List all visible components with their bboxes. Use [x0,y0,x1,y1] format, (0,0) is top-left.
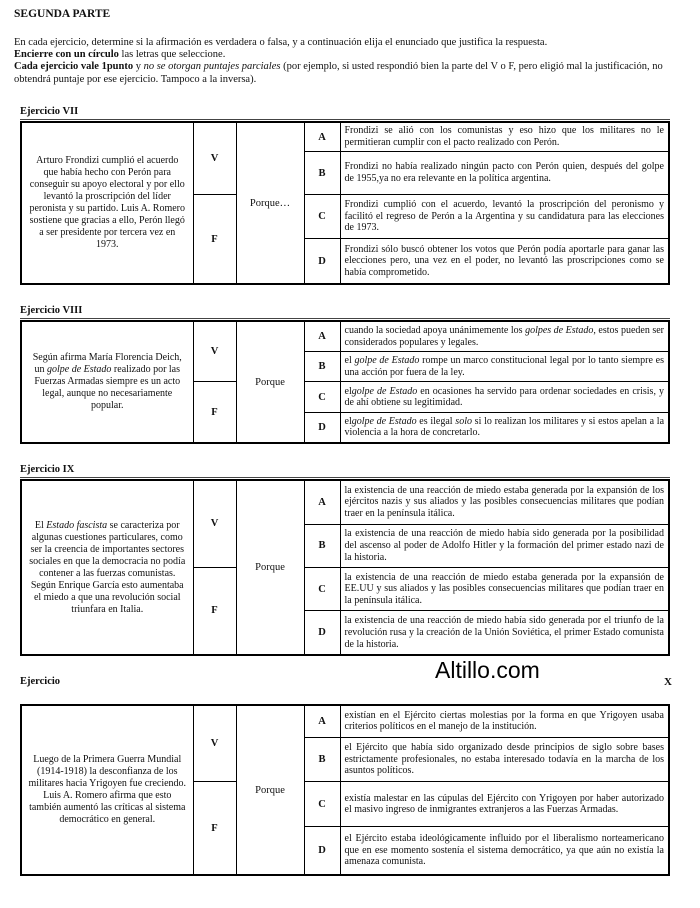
exercise-10-true-option[interactable]: V [193,705,236,782]
exercise-9-option-d: la existencia de una reacción de miedo había sido generada por el triunfo de la revolución rusa y la creación de la Unión Soviética, el primer Estado comunista de la historia. [340,611,669,655]
exercise-8-statement: Según afirma María Florencia Deich, un golpe de Estado realizado por las Fuerzas Armadas siempre es un acto legal, aunque no necesariamente popular. [21,321,193,443]
instructions-line-1: En cada ejercicio, determine si la afirmación es verdadera o falsa, y a continuación elija el enunciado que justifica la respuesta. [14,37,548,48]
exercise-7-option-a: Frondizi se alió con los comunistas y eso hizo que los militares no le permitieran cumplir con el pacto realizado con Perón. [340,122,669,152]
exercise-8-letter-d[interactable]: D [304,412,340,443]
exercise-9-option-c: la existencia de una reacción de miedo estaba generada por la expansión de EE.UU y sus aliados y las posibles consecuencias militares que podían traer en la península itálica. [340,567,669,610]
exercise-10-porque: Porque [236,705,304,875]
exercise-8-option-d: elgolpe de Estado es ilegal solo si lo realizan los militares y si estos apelan a la violencia a la hora de concretarlo. [340,412,669,443]
exercise-9-statement: El Estado fascista se caracteriza por algunas cuestiones particulares, como ser la creencia de importantes sectores sociales en que la democracia no podía contener a las fuerzas comunistas. Según Enrique García esto aumentaba el miedo a que una revolución social triunfara en Italia. [21,480,193,655]
exercise-7-letter-c[interactable]: C [304,195,340,239]
exercise-8-title: Ejercicio VIII [20,305,83,316]
exercise-9-option-a: la existencia de una reacción de miedo estaba generada por la expansión de los ejércitos nazis y sus aliados y las posibles consecuencias militares que podían traer en la península itálica. [340,480,669,524]
exercise-9-false-option[interactable]: F [193,567,236,655]
altillo-watermark: Altillo.com [435,657,540,683]
exercise-10-statement: Luego de la Primera Guerra Mundial (1914-1918) la desconfianza de los militares hacia Yrigoyen fue creciendo. Luis A. Romero afirma que esto también aumentó las críticas al sistema democrático en general. [21,705,193,875]
exercise-10-letter-b[interactable]: B [304,737,340,782]
exercise-7-option-d: Frondizi sólo buscó obtener los votos que Perón podía aportarle para ganar las elecciones pero, una vez en el poder, no levantó las proscripciones como se había comprometido. [340,239,669,285]
exercise-9-porque: Porque [236,480,304,655]
exercise-8-letter-b[interactable]: B [304,352,340,382]
exercise-9-letter-a[interactable]: A [304,480,340,524]
exercise-10-table [20,704,670,876]
instructions [14,37,690,86]
exercise-10-title: Ejercicio [20,676,61,687]
exercise-9-letter-c[interactable]: C [304,567,340,610]
exercise-9-title: Ejercicio IX [20,464,75,475]
exercise-7-letter-a[interactable]: A [304,122,340,152]
exercise-10-option-d: el Ejército estaba ideológicamente influido por el liberalismo norteamericano que en ese momento sostenía el sistema democrático, ya que aún no existía la amenaza comunista. [340,827,669,875]
instructions-line-2: Encierre con un círculo las letras que seleccione. [14,49,226,61]
exercise-10-letter-c[interactable]: C [304,782,340,827]
exercise-7-rule [20,119,670,120]
exercise-8-false-option[interactable]: F [193,382,236,443]
exercise-8-option-c: elgolpe de Estado en ocasiones ha servido para ordenar sociedades en crisis, y de ahí obtiene su legitimidad. [340,382,669,412]
exercise-8-letter-a[interactable]: A [304,321,340,352]
exercise-9-letter-d[interactable]: D [304,611,340,655]
exercise-9-true-option[interactable]: V [193,480,236,567]
exercise-7-porque: Porque… [236,122,304,284]
exercise-8-letter-c[interactable]: C [304,382,340,412]
exercise-7-table [20,121,670,285]
exercise-7-true-option[interactable]: V [193,122,236,195]
exercise-9-option-b: la existencia de una reacción de miedo había sido generada por la posibilidad del ascenso al poder de Adolfo Hitler y la formación del primer estado nazi de la historia. [340,524,669,567]
exercise-7-statement: Arturo Frondizi cumplió el acuerdo que había hecho con Perón para conseguir su apoyo electoral y por ello levantó la proscripción del líder peronista y su partido. Luis A. Romero sostiene que gracias a ello, Perón llegó a ser presidente por tercera vez en 1973. [21,122,193,284]
exercise-10-false-option[interactable]: F [193,782,236,875]
exercise-8-option-a: cuando la sociedad apoya unánimemente los golpes de Estado, estos pueden ser considerados populares y legales. [340,321,669,352]
exercise-10-title-suffix: X [664,676,672,688]
exercise-10-option-b: el Ejército que había sido organizado desde principios de siglo sobre bases estrictamente profesionales, no estaba interesado todavía en la marcha de los asuntos políticos. [340,737,669,782]
exercise-7-letter-d[interactable]: D [304,239,340,285]
exercise-7-option-c: Frondizi cumplió con el acuerdo, levantó la proscripción del peronismo y facilitó el regreso de Perón a la Argentina y su candidatura para las elecciones de 1973. [340,195,669,239]
exercise-7-title: Ejercicio VII [20,106,79,117]
instructions-line-3: Cada ejercicio vale 1punto y no se otorgan puntajes parciales (por ejemplo, si usted respondió bien la parte del V o F, pero eligió mal la justificación, no obtendrá puntaje por ese ejercicio. Tampoco a la inversa). [14,61,663,85]
exercise-9-rule [20,477,670,478]
exercise-10-letter-a[interactable]: A [304,705,340,737]
exercise-7-false-option[interactable]: F [193,195,236,285]
exercise-10-option-a: existían en el Ejército ciertas molestias por la forma en que Yrigoyen usaba criterios políticos en el manejo de la institución. [340,705,669,737]
exercise-8-true-option[interactable]: V [193,321,236,382]
exercise-8-table [20,320,670,444]
exercise-8-porque: Porque [236,321,304,443]
exercise-9-table [20,479,670,656]
exercise-8-rule [20,318,670,319]
exercise-10-option-c: existía malestar en las cúpulas del Ejército con Yrigoyen por haber autorizado el masivo ingreso de inmigrantes extranjeros a las Fuerzas Armadas. [340,782,669,827]
exercise-9-letter-b[interactable]: B [304,524,340,567]
exercise-10-letter-d[interactable]: D [304,827,340,875]
page-title: SEGUNDA PARTE [14,8,111,20]
exercise-8-option-b: el golpe de Estado rompe un marco constitucional legal por lo tanto siempre es una acción por fuera de la ley. [340,352,669,382]
exercise-7-letter-b[interactable]: B [304,152,340,195]
exercise-7-option-b: Frondizi no había realizado ningún pacto con Perón quien, después del golpe de 1955,ya no era relevante en la política argentina. [340,152,669,195]
